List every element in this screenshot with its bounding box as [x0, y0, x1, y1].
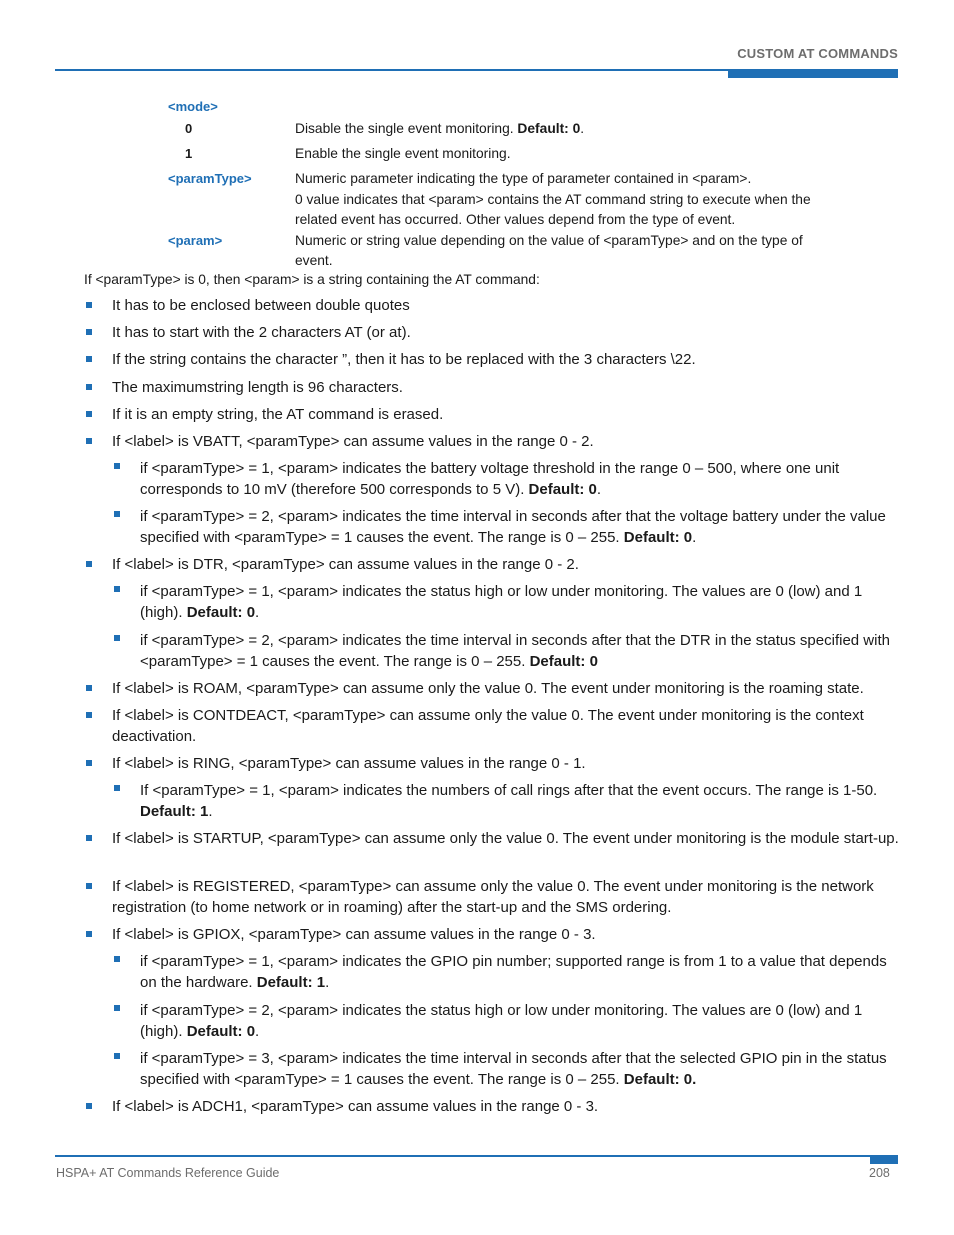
list-item: If <label> is RING, <paramType> can assume values in the range 0 - 1. — [112, 755, 586, 772]
list-item: If it is an empty string, the AT command is erased. — [112, 406, 444, 423]
param-name-paramtype: <paramType> — [168, 171, 252, 186]
bullet-marker — [86, 835, 92, 841]
sub-bullet-marker — [114, 956, 120, 962]
bullet-marker — [86, 329, 92, 335]
bullet-marker — [86, 438, 92, 444]
bullet-marker — [86, 411, 92, 417]
list-item: The maximumstring length is 96 characters. — [112, 379, 403, 396]
sub-list-item: if <paramType> = 1, <param> indicates the status high or low under monitoring. The values are 0 (low) and 1 (high). Default: 0. — [140, 583, 863, 621]
list-item: If <label> is GPIOX, <paramType> can assume values in the range 0 - 3. — [112, 926, 596, 943]
bullet-marker — [86, 384, 92, 390]
sub-list-item: If <paramType> = 1, <param> indicates the numbers of call rings after that the event occurs. The range is 1-50. Default: 1. — [140, 782, 878, 820]
bullet-marker — [86, 685, 92, 691]
list-item: If <label> is ADCH1, <paramType> can assume values in the range 0 - 3. — [112, 1098, 599, 1115]
sub-list-item: if <paramType> = 2, <param> indicates the status high or low under monitoring. The values are 0 (low) and 1 (high). Default: 0. — [140, 1002, 863, 1040]
bullet-marker — [86, 561, 92, 567]
sub-bullet-marker — [114, 635, 120, 641]
sub-bullet-marker — [114, 511, 120, 517]
intro-text: If <paramType> is 0, then <param> is a string containing the AT command: — [84, 272, 540, 287]
sub-list-item: if <paramType> = 2, <param> indicates the time interval in seconds after that the voltage battery under the value specified with <paramType> = 1 causes the event. The range is 0 – 255. Default: 0. — [140, 508, 886, 546]
list-item: It has to be enclosed between double quotes — [112, 297, 410, 314]
sub-list-item: if <paramType> = 1, <param> indicates the GPIO pin number; supported range is from 1 to a value that depends on the hardware. Default: 1. — [140, 953, 887, 991]
list-item: If <label> is REGISTERED, <paramType> can assume only the value 0. The event under monitoring is the network registration (to home network or in roaming) after the start-up and the SMS ordering. — [112, 878, 874, 916]
list-item: If <label> is VBATT, <paramType> can assume values in the range 0 - 2. — [112, 433, 594, 450]
list-item: If <label> is ROAM, <paramType> can assume only the value 0. The event under monitoring is the roaming state. — [112, 680, 864, 697]
list-item: If <label> is CONTDEACT, <paramType> can assume only the value 0. The event under monitoring is the context deactivation. — [112, 707, 864, 745]
bullet-marker — [86, 356, 92, 362]
bullet-marker — [86, 883, 92, 889]
bullet-marker — [86, 931, 92, 937]
sub-bullet-marker — [114, 586, 120, 592]
param-name-param: <param> — [168, 233, 223, 248]
sub-list-item: if <paramType> = 1, <param> indicates the battery voltage threshold in the range 0 – 500, where one unit corresponds to 10 mV (therefore 500 corresponds to 5 V). Default: 0. — [140, 460, 840, 498]
mode-value-1-desc: Enable the single event monitoring. — [295, 146, 511, 161]
sub-list-item: if <paramType> = 3, <param> indicates the time interval in seconds after that the selected GPIO pin in the status specified with <paramType> = 1 causes the event. The range is 0 – 255. Default: 0. — [140, 1050, 887, 1088]
mode-value-0: 0 — [185, 121, 193, 136]
sub-bullet-marker — [114, 1053, 120, 1059]
list-item: If <label> is DTR, <paramType> can assume values in the range 0 - 2. — [112, 556, 579, 573]
bullet-marker — [86, 712, 92, 718]
list-item: It has to start with the 2 characters AT (or at). — [112, 324, 411, 341]
sub-bullet-marker — [114, 1005, 120, 1011]
paramtype-desc-line2: 0 value indicates that <param> contains the AT command string to execute when the related event has occurred. Other values depend from the type of event. — [295, 192, 811, 227]
mode-value-1: 1 — [185, 146, 193, 161]
footer-rule — [55, 1155, 898, 1157]
param-desc: Numeric or string value depending on the value of <paramType> and on the type of event. — [295, 233, 803, 268]
header-accent-bar — [728, 69, 898, 78]
sub-list-item: if <paramType> = 2, <param> indicates the time interval in seconds after that the DTR in the status specified with <paramType> = 1 causes the event. The range is 0 – 255. Default: 0 — [140, 632, 890, 670]
mode-value-0-desc: Disable the single event monitoring. Default: 0. — [295, 121, 585, 136]
sub-bullet-marker — [114, 463, 120, 469]
list-item: If <label> is STARTUP, <paramType> can assume only the value 0. The event under monitoring is the module start-up. — [112, 830, 899, 847]
bullet-marker — [86, 1103, 92, 1109]
page-number: 208 — [869, 1166, 890, 1180]
footer-doc-title: HSPA+ AT Commands Reference Guide — [56, 1166, 280, 1180]
param-name-mode: <mode> — [168, 99, 218, 114]
sub-bullet-marker — [114, 785, 120, 791]
footer-accent-bar — [870, 1155, 898, 1164]
list-item: If the string contains the character ”, then it has to be replaced with the 3 characters \22. — [112, 351, 696, 368]
paramtype-desc-line1: Numeric parameter indicating the type of parameter contained in <param>. — [295, 171, 752, 186]
bullet-marker — [86, 302, 92, 308]
section-title: CUSTOM AT COMMANDS — [737, 46, 898, 61]
bullet-marker — [86, 760, 92, 766]
